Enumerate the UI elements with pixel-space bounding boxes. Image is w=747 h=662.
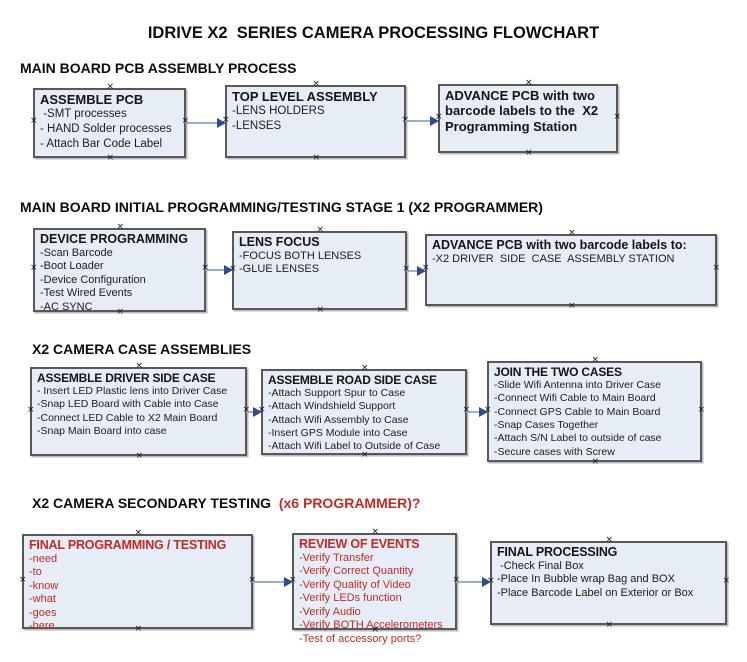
box-line: -Place In Bubble wrap Bag and BOX [497,573,675,586]
connection-handle-icon [606,536,614,545]
box-line: -Snap Main Board into case [37,425,167,438]
box-line: -Snap Cases Together [494,419,599,432]
connection-handle-icon [107,83,115,92]
box-line: -Verify Correct Quantity [299,565,414,578]
connection-handle-icon [136,362,144,371]
connection-handle-icon [30,117,38,126]
box-line: -SMT processes [40,108,127,121]
connection-handle-icon [117,308,125,317]
box-line: - HAND Solder processes [40,123,172,136]
box-line: -LENS HOLDERS [232,105,325,118]
box-line: -Attach S/N Label to outside of case [494,432,662,445]
box-line: -AC SYNC [40,300,93,313]
connection-handle-icon [135,529,143,538]
box-lens-focus [232,231,407,310]
box-lines [268,387,460,453]
connection-handle-icon [135,625,143,634]
box-title: JOIN THE TWO CASES [494,365,622,379]
section-heading-initial-programming: MAIN BOARD INITIAL PROGRAMMING/TESTING STAGE 1 (X2 PROGRAMMER) [20,199,543,215]
flow-arrow-icon [405,114,439,128]
page-title: IDRIVE X2 SERIES CAMERA PROCESSING FLOWCHART [147,24,600,42]
connection-handle-icon [592,458,600,467]
box-line: -Verify Transfer [299,551,374,564]
box-review-of-events [292,533,457,645]
box-lines [40,247,199,315]
box-line: -Attach Wifi Assembly to Case [268,413,409,426]
box-line: -Place Barcode Label on Exterior or Box [497,586,694,599]
box-line: - Attach Bar Code Label [40,138,163,151]
box-lines [432,253,710,267]
connection-handle-icon [372,528,380,537]
box-join-the-two-cases [487,361,702,462]
box-title: LENS FOCUS [239,235,320,249]
connection-handle-icon [592,356,600,365]
box-line: -Snap LED Board with Cable into Case [37,398,219,411]
box-line: -Verify Quality of Video [299,578,411,591]
box-line: -Attach Support Spur to Case [268,387,406,400]
connection-handle-icon [107,154,115,163]
connection-handle-icon [525,149,533,158]
connection-handle-icon [317,306,325,315]
connection-handle-icon [525,79,533,88]
box-assemble-driver-side-case [30,367,247,456]
box-line: - Insert LED Plastic lens into Driver Case [37,385,228,398]
box-line: -Slide Wifi Antenna into Driver Case [494,379,661,392]
box-line: -Verify LEDs function [299,592,402,605]
box-title: DEVICE PROGRAMMING [40,232,188,246]
box-line: -Insert GPS Module into Case [268,427,408,440]
box-line: -know [29,579,59,592]
connection-handle-icon [30,264,38,273]
box-line: -to [29,566,42,579]
box-title: ADVANCE PCB with two barcode labels to the X2 Programming Station [445,88,602,134]
connection-handle-icon [317,226,325,235]
box-advance-pcb-to-programming-station [438,84,618,153]
connection-handle-icon [361,451,369,460]
box-line: -Device Configuration [40,273,146,286]
connection-handle-icon [568,229,576,238]
box-lines [29,553,246,634]
box-top-level-assembly [225,85,406,158]
box-title: TOP LEVEL ASSEMBLY [232,89,378,104]
box-line: -Connect GPS Cable to Main Board [494,405,661,418]
box-line: -Connect LED Cable to X2 Main Board [37,411,218,424]
box-line: -Secure cases with Screw [494,445,615,458]
connection-handle-icon [697,406,705,415]
box-line: -Scan Barcode [40,246,113,259]
box-line: -what [29,593,56,606]
box-lines [232,104,399,134]
box-line: -Boot Loader [40,260,104,273]
box-assemble-pcb [33,88,186,158]
box-device-programming [33,228,206,312]
box-line: -Attach Wifi Label to Outside of Case [268,440,441,453]
connection-handle-icon [117,223,125,232]
box-lines [497,560,720,601]
box-title: FINAL PROCESSING [497,545,618,559]
box-line: -here [29,620,55,633]
flow-arrow-icon [205,263,233,277]
box-title: FINAL PROGRAMMING / TESTING [29,538,227,552]
connection-handle-icon [313,154,321,163]
connection-handle-icon [712,264,720,273]
connection-handle-icon [136,452,144,461]
box-title: ASSEMBLE DRIVER SIDE CASE [37,371,216,385]
connection-handle-icon [361,364,369,373]
box-line: -X2 DRIVER SIDE CASE ASSEMBLY STATION [432,252,675,265]
flow-arrow-icon [185,116,226,130]
flow-arrow-icon [406,264,426,278]
box-line: -LENSES [232,120,282,133]
box-final-programming-testing [22,534,253,633]
flow-arrow-icon [466,405,488,419]
box-lines [239,250,400,277]
connection-handle-icon [372,626,380,635]
flow-arrow-icon [456,575,491,589]
connection-handle-icon [722,577,730,586]
box-line: -Verify BOTH Accelerometers [299,619,443,632]
flow-arrow-icon [252,575,293,589]
box-lines [494,379,695,459]
box-line: -Test of accessory ports? [299,632,422,645]
flow-arrow-icon [246,405,262,419]
section-heading-secondary-testing [32,495,420,511]
box-title: ADVANCE PCB with two barcode labels to: [432,238,687,252]
box-title: ASSEMBLE ROAD SIDE CASE [268,373,437,387]
box-line: -goes [29,606,57,619]
box-final-processing [490,541,727,625]
connection-handle-icon [19,576,27,585]
box-title: ASSEMBLE PCB [40,92,144,107]
box-assemble-road-side-case [261,369,467,455]
box-line: -GLUE LENSES [239,263,320,276]
box-title: REVIEW OF EVENTS [299,537,420,551]
box-line: -Attach Windshield Support [268,400,396,413]
box-lines [37,385,240,438]
section-heading-red-note: (x6 PROGRAMMER)? [271,495,421,511]
connection-handle-icon [613,113,621,122]
box-line: -need [29,552,58,565]
box-lines [40,107,179,152]
section-heading-text: X2 CAMERA SECONDARY TESTING [32,495,272,511]
connection-handle-icon [27,406,35,415]
connection-handle-icon [606,621,614,630]
connection-handle-icon [313,80,321,89]
connection-handle-icon [568,302,576,311]
box-line: -Connect Wifi Cable to Main Board [494,392,656,405]
section-heading-pcb-assembly: MAIN BOARD PCB ASSEMBLY PROCESS [20,60,297,76]
box-line: -Check Final Box [497,559,584,572]
section-heading-case-assemblies: X2 CAMERA CASE ASSEMBLIES [32,341,252,357]
box-line: -Verify Audio [299,605,361,618]
box-line: -Test Wired Events [40,287,133,300]
box-advance-pcb-to-driver-side-station [425,234,717,306]
box-line: -FOCUS BOTH LENSES [239,249,362,262]
